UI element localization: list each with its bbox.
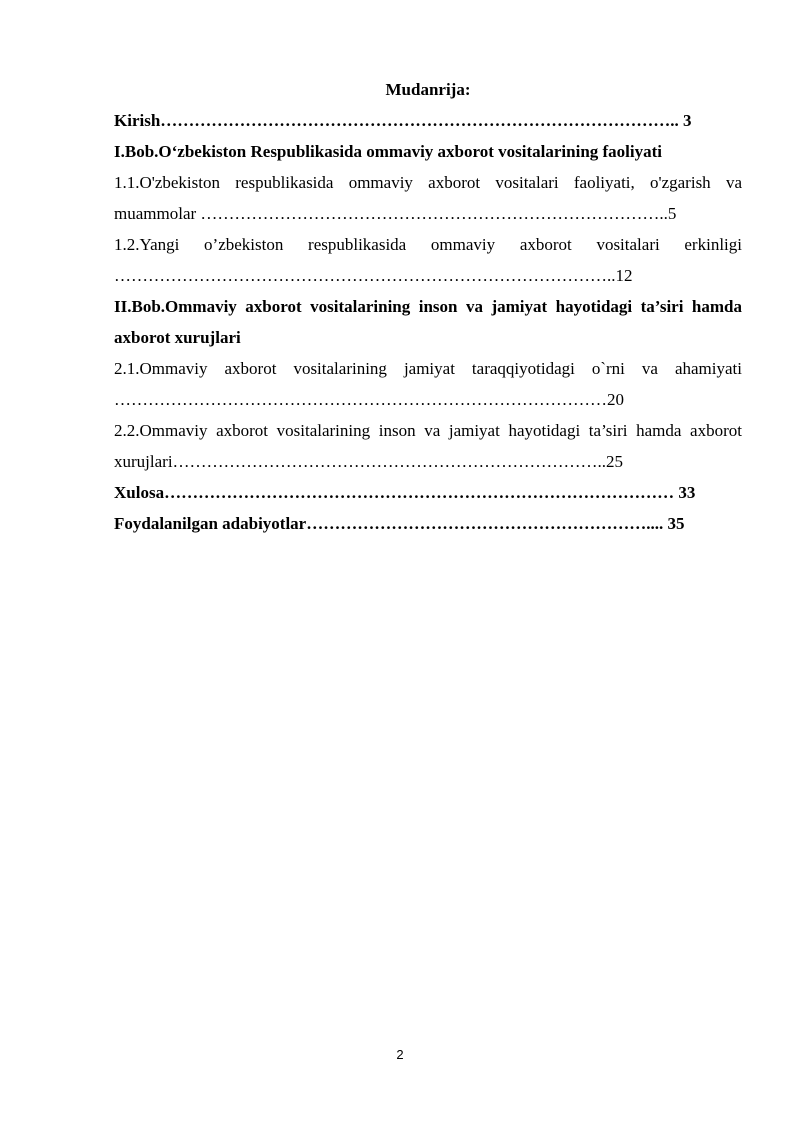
toc-entry-chapter-2: II.Bob.Ommaviy axborot vositalarining inson va jamiyat hayotidagi ta’siri hamda axborot xurujlari <box>114 297 742 347</box>
toc-entry-section-2-2: 2.2.Ommaviy axborot vositalarining inson va jamiyat hayotidagi ta’siri hamda axborot xurujlari…………………………………………………………………..25 <box>114 421 742 471</box>
toc-entry-section-1-2: 1.2.Yangi o’zbekiston respublikasida ommaviy axborot vositalari erkinligi ……………………………………………………………………………..12 <box>114 235 742 285</box>
toc-entry-xulosa: Xulosa……………………………………………………………………………… 33 <box>114 483 696 502</box>
toc-entry-section-2-1: 2.1.Ommaviy axborot vositalarining jamiyat taraqqiyotidagi o`rni va ahamiyati ……………………………………………………………………………20 <box>114 359 742 409</box>
toc-title: Mudanrija: <box>385 80 471 99</box>
toc-entry-kirish: Kirish……………………………………………………………………………….. 3 <box>114 111 692 130</box>
toc-entry-section-1-1: 1.1.O'zbekiston respublikasida ommaviy axborot vositalari faoliyati, o'zgarish va muammolar ………………………………………………………………………..5 <box>114 173 742 223</box>
page-number: 2 <box>396 1047 404 1062</box>
table-of-contents <box>114 74 742 539</box>
toc-entry-chapter-1: I.Bob.O‘zbekiston Respublikasida ommaviy axborot vositalarining faoliyati <box>114 142 663 161</box>
toc-entry-adabiyotlar: Foydalanilgan adabiyotlar…………………………………………………….... 35 <box>114 514 685 533</box>
